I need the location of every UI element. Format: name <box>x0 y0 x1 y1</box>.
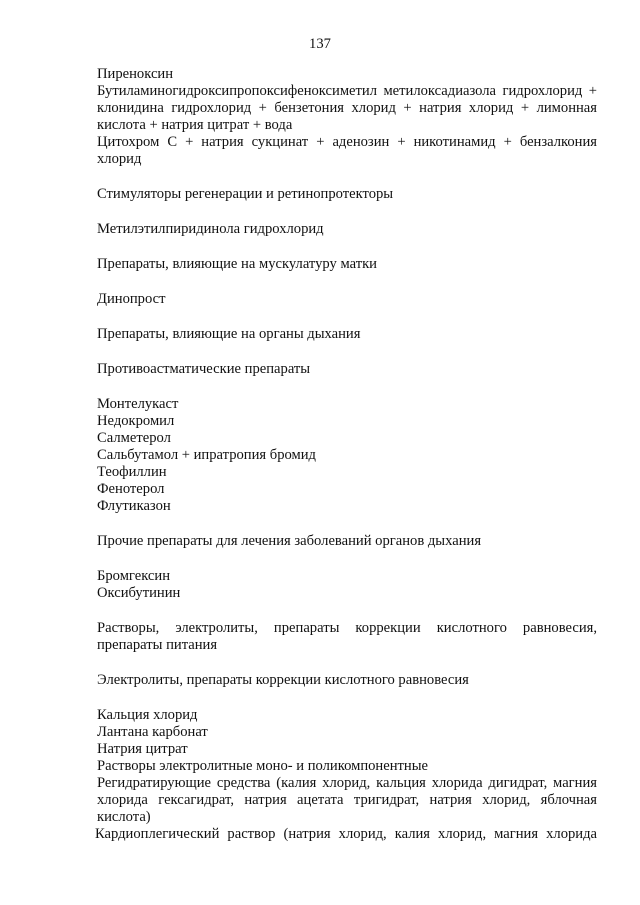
drug-cardioplegic-solution: Кардиоплегический раствор (натрия хлорид, калия хлорид, магния хлорида <box>95 826 597 842</box>
drug-combination-cytochrome: Цитохром С + натрия сукцинат + аденозин + никотинамид + бензалкония хлорид <box>97 134 597 167</box>
section-heading-solutions: Растворы, электролиты, препараты коррекции кислотного равновесия, препараты питания <box>97 620 597 653</box>
drug-montelukast: Монтелукаст <box>97 396 179 412</box>
drug-lanthanum-carbonate: Лантана карбонат <box>97 724 208 740</box>
section-heading-respiratory: Препараты, влияющие на органы дыхания <box>97 326 361 342</box>
drug-salbutamol-ipratropium: Сальбутамол + ипратропия бромид <box>97 447 316 463</box>
drug-fenoterol: Фенотерол <box>97 481 165 497</box>
section-heading-electrolytes: Электролиты, препараты коррекции кислотного равновесия <box>97 672 469 688</box>
drug-dinoprost: Динопрост <box>97 291 166 307</box>
drug-fluticasone: Флутиказон <box>97 498 171 514</box>
document-body <box>97 66 597 843</box>
drug-oxybutynin: Оксибутинин <box>97 585 181 601</box>
drug-nedocromil: Недокромил <box>97 413 175 429</box>
drug-salmeterol: Салметерол <box>97 430 171 446</box>
drug-electrolyte-solutions: Растворы электролитные моно- и поликомпонентные <box>97 758 429 774</box>
drug-combination-butylamino: Бутиламиногидроксипропоксифеноксиметил метилоксадиазола гидрохлорид + клонидина гидрохлорид + бензетония хлорид + натрия хлорид + лимонная кислота + натрия цитрат + вода <box>97 83 597 133</box>
section-heading-uterine: Препараты, влияющие на мускулатуру матки <box>97 256 377 272</box>
page-number: 137 <box>309 36 331 52</box>
section-heading-other-respiratory: Прочие препараты для лечения заболеваний органов дыхания <box>97 533 482 549</box>
section-heading-regeneration: Стимуляторы регенерации и ретинопротекторы <box>97 186 394 202</box>
drug-theophylline: Теофиллин <box>97 464 167 480</box>
drug-rehydration-agents: Регидратирующие средства (калия хлорид, кальция хлорида дигидрат, магния хлорида гексагидрат, натрия ацетата тригидрат, натрия хлорид, яблочная кислота) <box>97 775 597 825</box>
drug-methylethylpiridinol: Метилэтилпиридинола гидрохлорид <box>97 221 324 237</box>
drug-bromhexine: Бромгексин <box>97 568 171 584</box>
drug-pirenoxine: Пиреноксин <box>97 66 174 82</box>
drug-sodium-citrate: Натрия цитрат <box>97 741 188 757</box>
section-heading-antiasthmatic: Противоастматические препараты <box>97 361 311 377</box>
drug-calcium-chloride: Кальция хлорид <box>97 707 198 723</box>
